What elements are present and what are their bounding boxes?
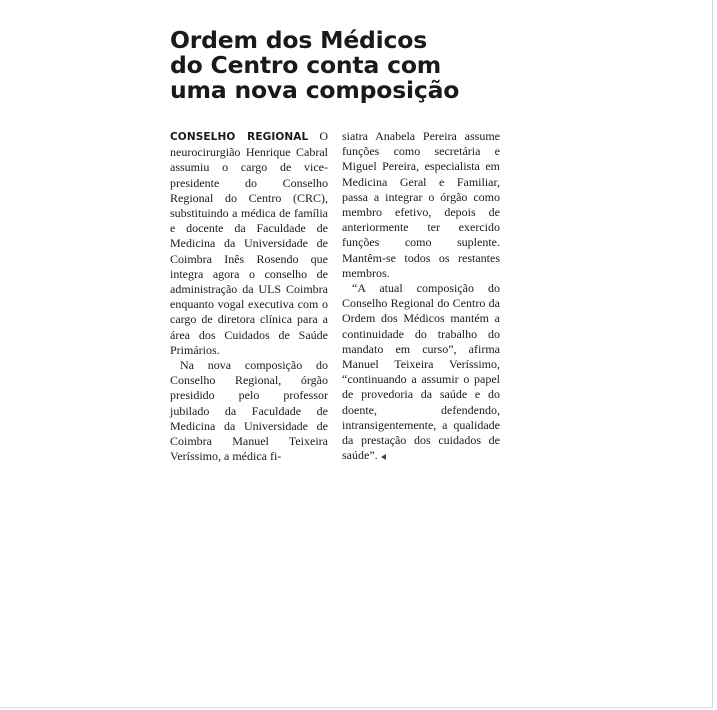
body-paragraph [170, 129, 328, 358]
body-paragraph: Na nova composição do Conselho Regional, órgão presidido pelo professor jubilado da Faculdade de Medicina da Universidade de Coimbra Manuel Teixeira Veríssimo, a médica fi- [170, 358, 328, 464]
section-kicker: CONSELHO REGIONAL [170, 131, 309, 143]
paragraph-text: O neurocirurgião Henrique Cabral assumiu o cargo de vice-presidente do Conselho Regional do Centro (CRC), substituindo a médica de família e docente da Faculdade de Medicina da Universidade de Coimbra Inês Rosendo que integra agora o conselho de administração da ULS Coimbra enquanto vogal executiva com o cargo de diretora clínica para a área dos Cuidados de Saúde Primários. [170, 129, 328, 357]
article-headline [170, 28, 480, 103]
headline-line: Ordem dos Médicos [170, 26, 427, 54]
article-column-right [342, 129, 500, 464]
body-paragraph: siatra Anabela Pereira assume funções como secretária e Miguel Pereira, especialista em Medicina Geral e Familiar, passa a integrar o órgão como membro efetivo, depois de anteriormente ter exercido funções como suplente. Mantêm-se todos os restantes membros. [342, 129, 500, 280]
end-of-article-icon [381, 454, 386, 460]
article-column-left [170, 129, 328, 464]
body-paragraph [342, 281, 500, 463]
paragraph-text: “A atual composição do Conselho Regional do Centro da Ordem dos Médicos mantém a continuidade do trabalho do mandato em curso”, afirma Manuel Teixeira Veríssimo, “continuando a assumir o papel de provedoria da saúde e do doente, defendendo, intransigentemente, a qualidade da prestação dos cuidados de saúde”. [342, 281, 500, 463]
article [170, 26, 500, 464]
headline-line: do Centro conta com [170, 51, 442, 79]
headline-line: uma nova composição [170, 76, 460, 104]
article-body [170, 129, 500, 464]
